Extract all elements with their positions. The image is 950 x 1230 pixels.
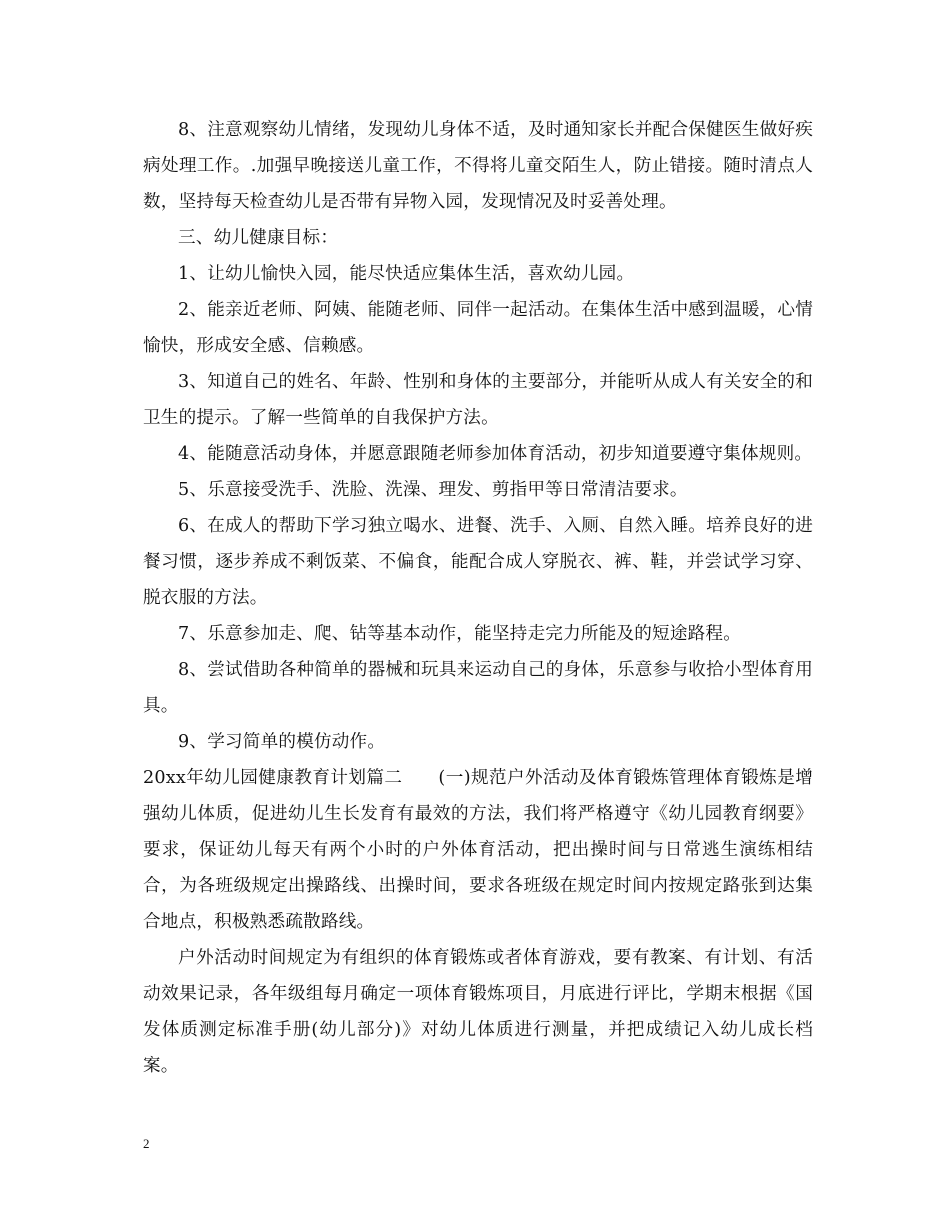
goal-item-9: 9、学习简单的模仿动作。 — [178, 732, 386, 752]
outdoor-activity-paragraph: 户外活动时间规定为有组织的体育锻炼或者体育游戏，要有教案、有计划、有活动效果记录，各年级组每月确定一项体育锻炼项目，月底进行评比，学期末根据《国发体质测定标准手册(幼儿部分)》对幼儿体质进行测量，并把成绩记入幼儿成长档案。 — [143, 948, 813, 1076]
goal-item-1: 1、让幼儿愉快入园，能尽快适应集体生活，喜欢幼儿园。 — [178, 264, 635, 284]
goal-item-2: 2、能亲近老师、阿姨、能随老师、同伴一起活动。在集体生活中感到温暖，心情愉快，形成安全感、信赖感。 — [143, 300, 813, 356]
goal-item-4: 4、能随意活动身体，并愿意跟随老师参加体育活动，初步知道要遵守集体规则。 — [178, 444, 813, 464]
page-number: 2 — [143, 1136, 150, 1151]
goal-item-6: 6、在成人的帮助下学习独立喝水、进餐、洗手、入厕、自然入睡。培养良好的进餐习惯，逐步养成不剩饭菜、不偏食，能配合成人穿脱衣、裤、鞋，并尝试学习穿、脱衣服的方法。 — [143, 516, 813, 608]
goal-item-5: 5、乐意接受洗手、洗脸、洗澡、理发、剪指甲等日常清洁要求。 — [178, 480, 688, 500]
goal-item-8: 8、尝试借助各种简单的器械和玩具来运动自己的身体，乐意参与收拾小型体育用具。 — [143, 660, 813, 716]
goal-item-3: 3、知道自己的姓名、年龄、性别和身体的主要部分，并能听从成人有关安全的和卫生的提示。了解一些简单的自我保护方法。 — [143, 372, 813, 428]
document-body — [143, 112, 813, 1084]
plan-part-two-paragraph: 20xx年幼儿园健康教育计划篇二 (一)规范户外活动及体育锻炼管理体育锻炼是增强幼儿体质，促进幼儿生长发育有最效的方法，我们将严格遵守《幼儿园教育纲要》要求，保证幼儿每天有两个小时的户外体育活动，把出操时间与日常逃生演练相结合，为各班级规定出操路线、出操时间，要求各班级在规定时间内按规定路张到达集合地点，积极熟悉疏散路线。 — [143, 768, 813, 932]
section-heading-health-goals: 三、幼儿健康目标： — [178, 228, 339, 248]
paragraph-item-8-observation: 8、注意观察幼儿情绪，发现幼儿身体不适，及时通知家长并配合保健医生做好疾病处理工作。.加强早晚接送儿童工作，不得将儿童交陌生人，防止错接。随时清点人数，坚持每天检查幼儿是否带有异物入园，发现情况及时妥善处理。 — [143, 120, 813, 212]
goal-item-7: 7、乐意参加走、爬、钻等基本动作，能坚持走完力所能及的短途路程。 — [178, 624, 742, 644]
